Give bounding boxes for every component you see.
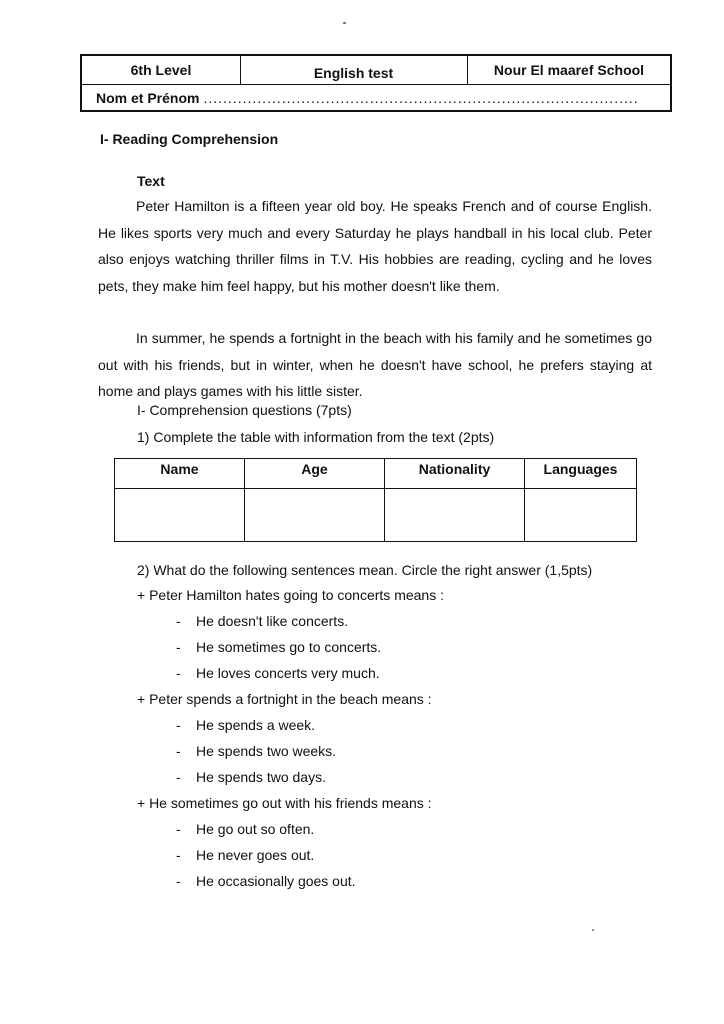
school-cell: Nour El maaref School [493, 62, 645, 78]
dash-marker: - [176, 821, 181, 837]
group-1-prompt: + Peter Hamilton hates going to concerts means : [137, 587, 444, 603]
name-label: Nom et Prénom [96, 90, 200, 106]
option-text: He occasionally goes out. [196, 873, 356, 889]
test-title-cell: English test [240, 56, 468, 84]
option-text: He spends two weeks. [196, 743, 337, 759]
dash-marker: - [176, 873, 181, 889]
level-cell: 6th Level [82, 56, 241, 84]
group-2-prompt: + Peter spends a fortnight in the beach means : [137, 691, 432, 707]
name-dots: ......................................................................................... [203, 90, 639, 106]
section-title: I- Reading Comprehension [100, 131, 279, 147]
answer-cell-age[interactable] [245, 489, 385, 542]
text-label: Text [137, 173, 165, 189]
option-text: He go out so often. [196, 821, 315, 837]
dash-marker: - [176, 665, 181, 681]
name-row [96, 86, 639, 110]
option-text: He spends a week. [196, 717, 316, 733]
paragraph-1: Peter Hamilton is a fifteen year old boy. He speaks French and of course English. He likes sports very much and every Saturday he plays handball in his local club. Peter also enjoys watching thriller films in T.V. His hobbies are reading, cycling and he loves pets, they make him feel happy, but his mother doesn't like them. [98, 198, 652, 294]
question-1: 1) Complete the table with information from the text (2pts) [137, 429, 495, 445]
dash-marker: - [176, 847, 181, 863]
answer-cell-nationality[interactable] [385, 489, 525, 542]
answer-cell-name[interactable] [115, 489, 245, 542]
header-table [80, 54, 672, 112]
dash-marker: - [176, 613, 181, 629]
group-3-prompt: + He sometimes go out with his friends means : [137, 795, 432, 811]
comprehension-title: I- Comprehension questions (7pts) [137, 402, 352, 418]
paragraph-2: In summer, he spends a fortnight in the beach with his family and he sometimes go out with his friends, but in winter, when he doesn't have school, he prefers staying at home and plays games with his little sister. [98, 330, 652, 399]
dash-marker: - [176, 639, 181, 655]
header-row [82, 56, 670, 85]
table-header-nationality: Nationality [385, 459, 525, 489]
table-header-name: Name [115, 459, 245, 489]
dash-marker: - [176, 769, 181, 785]
table-header-languages: Languages [525, 459, 637, 489]
table-header-row [115, 459, 637, 489]
option-text: He never goes out. [196, 847, 315, 863]
answer-cell-languages[interactable] [525, 489, 637, 542]
scan-speck [592, 929, 594, 931]
table-header-age: Age [245, 459, 385, 489]
dash-marker: - [176, 717, 181, 733]
table-answer-row [115, 489, 637, 542]
dash-marker: - [176, 743, 181, 759]
question-2: 2) What do the following sentences mean. Circle the right answer (1,5pts) [137, 562, 593, 578]
scan-speck [343, 22, 346, 24]
option-text: He loves concerts very much. [196, 665, 380, 681]
option-text: He sometimes go to concerts. [196, 639, 382, 655]
info-table [114, 458, 637, 542]
option-text: He spends two days. [196, 769, 326, 785]
option-text: He doesn't like concerts. [196, 613, 349, 629]
